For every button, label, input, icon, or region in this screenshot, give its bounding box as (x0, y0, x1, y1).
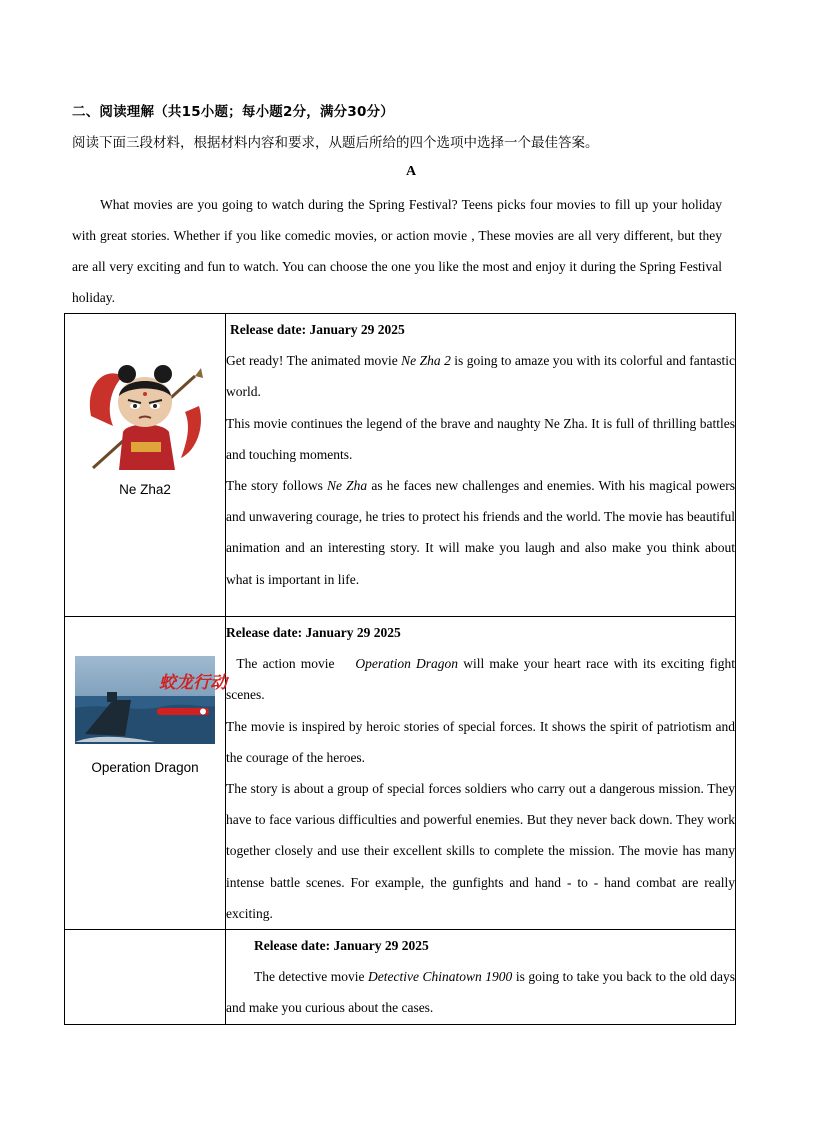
movie-title: Ne Zha 2 (401, 353, 451, 369)
text-run: is going to take you back to the old days and make you curious about the cases. (226, 969, 736, 1016)
poster-cell (65, 617, 226, 930)
section-instruction: 阅读下面三段材料，根据材料内容和要求，从题后所给的四个选项中选择一个最佳答案。 (72, 135, 599, 151)
operation-dragon-poster-image (75, 656, 227, 744)
movie-table (64, 313, 739, 1025)
nezha-poster-image (83, 346, 207, 470)
release-date: Release date: January 29 2025 (226, 625, 401, 640)
movie-description (226, 617, 739, 929)
movie-title: Operation Dragon (355, 656, 459, 672)
movie-title: Detective Chinatown 1900 (368, 969, 513, 985)
text-run: is going to amaze you with its colorful and fantastic world. (226, 353, 735, 400)
movie-title: Ne Zha (327, 478, 368, 494)
description-paragraph: The story is about a group of special forces soldiers who carry out a dangerous mission. They have to face various difficulties and powerful enemies. But they never back down. They work together closely and use their excellent skills to complete the mission. The movie has many intense battle scenes. For example, the gunfights and hand - to - hand combat are really exciting. (226, 781, 735, 921)
text-run: The story follows (226, 478, 327, 494)
description-paragraph (226, 470, 735, 595)
movie-row-nezha (65, 314, 736, 617)
text-run: as he faces new challenges and enemies. With his magical powers and unwavering courage, he tries to protect his friends and the world. The movie has beautiful animation and an interesting story. It will make you laugh and also make you think about what is important in life. (226, 478, 735, 587)
poster-wrap (65, 346, 225, 470)
description-paragraph (226, 648, 739, 710)
text-run: will make your heart race with its exciting fight scenes. (226, 656, 739, 703)
description-paragraph (226, 345, 735, 407)
movie-row-detective-chinatown (65, 930, 736, 1025)
description-paragraph (226, 961, 735, 1023)
description-paragraph: The movie is inspired by heroic stories of special forces. It shows the spirit of patriotism and the courage of the heroes. (226, 718, 735, 765)
poster-wrap (65, 656, 225, 744)
passage-label: A (405, 164, 417, 179)
movie-row-operation-dragon (65, 617, 736, 930)
poster-cell (65, 314, 226, 617)
movie-description-cell (226, 314, 736, 617)
poster-cell (65, 930, 226, 1025)
text-run: The detective movie (254, 969, 369, 985)
passage-intro: What movies are you going to watch during the Spring Festival? Teens picks four movies to fill up your holiday with great stories. Whether if you like comedic movies, or action movie , These movies are all very different, but they are all very exciting and fun to watch. You can choose the one you like the most and enjoy it during the Spring Festival holiday. (72, 197, 722, 305)
movie-description (226, 314, 735, 595)
release-date: Release date: January 29 2025 (254, 938, 429, 954)
poster-caption: Ne Zha2 (119, 482, 171, 497)
poster-title-text: 蛟龙行动 (159, 673, 227, 693)
poster-caption: Operation Dragon (91, 760, 199, 775)
movie-description-cell (226, 617, 739, 930)
section-heading: 二、阅读理解（共15小题；每小题2分，满分30分） (72, 104, 394, 120)
movie-description-cell (226, 930, 736, 1025)
release-date: Release date: January 29 2025 (230, 322, 405, 337)
text-run: The action movie (226, 656, 356, 672)
text-run: Get ready! The animated movie (226, 353, 402, 369)
movie-description (226, 930, 735, 1024)
description-paragraph: This movie continues the legend of the brave and naughty Ne Zha. It is full of thrilling battles and touching moments. (226, 415, 735, 462)
